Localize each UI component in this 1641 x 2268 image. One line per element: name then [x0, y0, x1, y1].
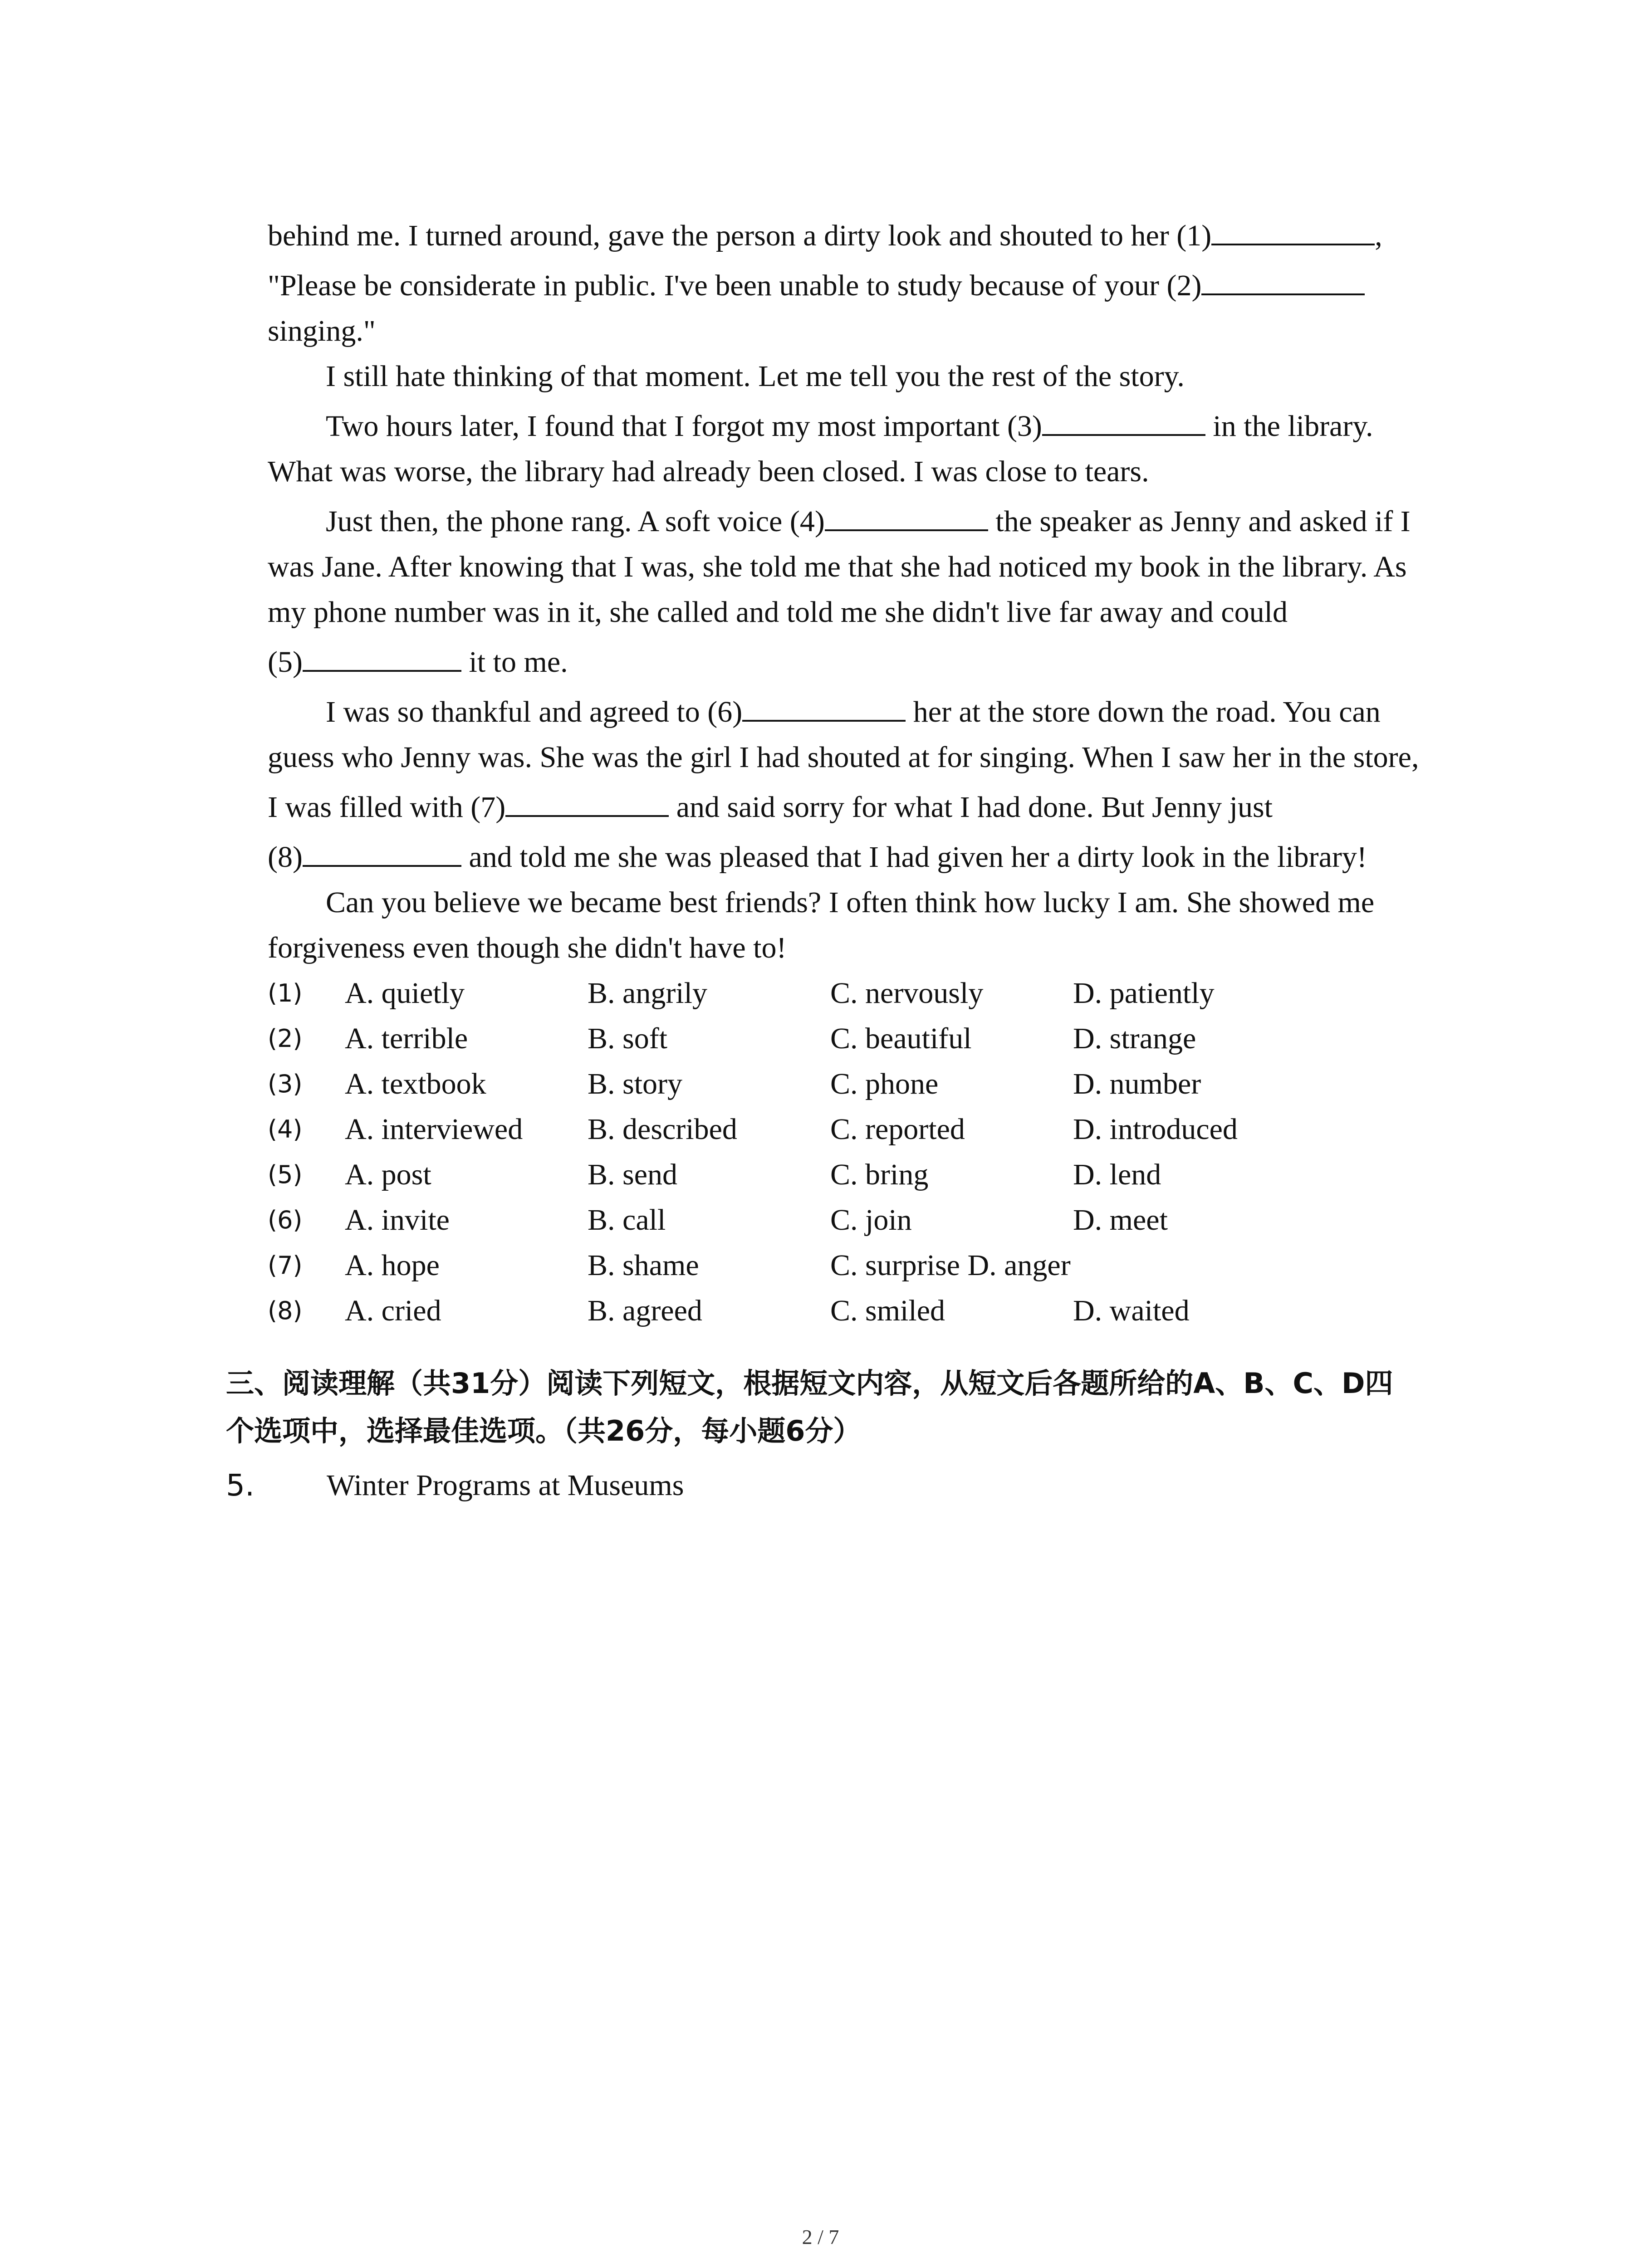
option-c: C. reported [830, 1113, 965, 1146]
passage-text: (8) [268, 841, 303, 874]
option-row-3 [268, 1066, 1447, 1102]
passage-text: "Please be considerate in public. I've been unable to study because of your (2) [268, 269, 1202, 302]
option-b: B. angrily [588, 977, 707, 1010]
passage-text: , [1375, 219, 1382, 252]
option-number: (4) [268, 1115, 303, 1144]
option-number: (3) [268, 1070, 303, 1098]
option-b: B. described [588, 1113, 737, 1146]
option-d: D. meet [1073, 1203, 1168, 1237]
option-a: A. textbook [345, 1067, 486, 1100]
option-b: B. story [588, 1067, 683, 1100]
option-row-7 [268, 1247, 1447, 1284]
option-a: A. terrible [345, 1022, 468, 1055]
option-row-6 [268, 1202, 1447, 1238]
answer-blank-1 [1211, 218, 1375, 245]
section-heading-line-1 [226, 1361, 1393, 1406]
passage-text: What was worse, the library had already been closed. I was close to tears. [268, 455, 1149, 488]
answer-blank-7 [505, 790, 669, 817]
option-d: D. strange [1073, 1022, 1196, 1055]
passage-line-5 [326, 408, 1373, 445]
option-b: B. agreed [588, 1294, 702, 1327]
option-b: B. soft [588, 1022, 668, 1055]
section-heading-line-2 [226, 1408, 861, 1454]
passage-line-2 [268, 268, 1365, 304]
passage-line-14 [268, 839, 1367, 875]
answer-blank-4 [825, 504, 988, 531]
passage-line-9 [268, 594, 1288, 631]
passage-line-16 [268, 930, 786, 966]
passage-text: and told me she was pleased that I had given her a dirty look in the library! [461, 841, 1367, 874]
option-d: D. lend [1073, 1158, 1161, 1191]
passage-text: I was so thankful and agreed to (6) [326, 695, 743, 728]
passage-text: (5) [268, 645, 303, 679]
option-c: C. surprise D. anger [830, 1249, 1071, 1282]
option-a: A. post [345, 1158, 431, 1191]
section-heading-text: 三、阅读理解（共31分）阅读下列短文，根据短文内容，从短文后各题所给的A、B、C、D四 [226, 1367, 1393, 1400]
option-row-2 [268, 1021, 1447, 1057]
option-number: (1) [268, 979, 303, 1007]
option-number: (6) [268, 1206, 303, 1234]
option-b: B. shame [588, 1249, 699, 1282]
option-d: D. waited [1073, 1294, 1190, 1327]
passage-line-15 [326, 885, 1374, 921]
option-c: C. smiled [830, 1294, 945, 1327]
passage-line-12 [268, 739, 1419, 776]
answer-blank-2 [1201, 268, 1365, 295]
option-a: A. interviewed [345, 1113, 523, 1146]
section-heading-text: 个选项中，选择最佳选项。（共26分，每小题6分） [226, 1414, 862, 1447]
passage-text: the speaker as Jenny and asked if I [988, 505, 1411, 538]
option-number: (7) [268, 1251, 303, 1280]
option-b: B. send [588, 1158, 677, 1191]
passage-text: my phone number was in it, she called and told me she didn't live far away and could [268, 596, 1288, 629]
question-title: Winter Programs at Museums [327, 1469, 684, 1502]
passage-line-4 [326, 358, 1185, 395]
option-d: D. number [1073, 1067, 1201, 1100]
passage-text: was Jane. After knowing that I was, she told me that she had noticed my book in the library. As [268, 550, 1407, 583]
option-a: A. hope [345, 1249, 440, 1282]
passage-text: forgiveness even though she didn't have to! [268, 931, 787, 964]
passage-line-11 [326, 694, 1381, 730]
passage-line-7 [326, 503, 1411, 540]
passage-text: in the library. [1205, 410, 1373, 443]
passage-text: guess who Jenny was. She was the girl I had shouted at for singing. When I saw her in the store, [268, 741, 1419, 774]
passage-line-6 [268, 454, 1149, 490]
option-c: C. beautiful [830, 1022, 972, 1055]
passage-text: I still hate thinking of that moment. Let me tell you the rest of the story. [326, 360, 1185, 393]
option-c: C. bring [830, 1158, 929, 1191]
option-number: (2) [268, 1024, 303, 1053]
answer-blank-5 [303, 645, 461, 672]
passage-text: Two hours later, I found that I forgot my most important (3) [326, 410, 1042, 443]
option-c: C. phone [830, 1067, 939, 1100]
option-d: D. introduced [1073, 1113, 1238, 1146]
passage-text: I was filled with (7) [268, 791, 506, 824]
option-a: A. quietly [345, 977, 465, 1010]
passage-text: and said sorry for what I had done. But Jenny just [669, 791, 1273, 824]
passage-text: singing." [268, 314, 376, 347]
passage-line-13 [268, 789, 1273, 826]
option-row-4 [268, 1111, 1447, 1148]
passage-text: Just then, the phone rang. A soft voice (4) [326, 505, 825, 538]
option-b: B. call [588, 1203, 666, 1237]
option-a: A. invite [345, 1203, 450, 1237]
option-row-1 [268, 975, 1447, 1012]
passage-line-1 [268, 218, 1382, 254]
passage-line-8 [268, 549, 1407, 585]
option-number: (8) [268, 1296, 303, 1325]
passage-text: her at the store down the road. You can [906, 695, 1381, 728]
option-a: A. cried [345, 1294, 441, 1327]
question-number: 5. [226, 1468, 255, 1503]
answer-blank-6 [742, 694, 906, 722]
option-c: C. nervously [830, 977, 984, 1010]
option-row-8 [268, 1293, 1447, 1329]
option-row-5 [268, 1157, 1447, 1193]
option-d: D. patiently [1073, 977, 1215, 1010]
option-c: C. join [830, 1203, 912, 1237]
answer-blank-3 [1042, 409, 1205, 436]
passage-text: behind me. I turned around, gave the person a dirty look and shouted to her (1) [268, 219, 1212, 252]
passage-text: Can you believe we became best friends? I often think how lucky I am. She showed me [326, 886, 1375, 919]
page-number: 2 / 7 [802, 2225, 839, 2248]
passage-line-3 [268, 313, 376, 349]
option-number: (5) [268, 1160, 303, 1189]
passage-line-10 [268, 644, 568, 680]
answer-blank-8 [303, 840, 461, 867]
passage-text: it to me. [461, 645, 568, 679]
